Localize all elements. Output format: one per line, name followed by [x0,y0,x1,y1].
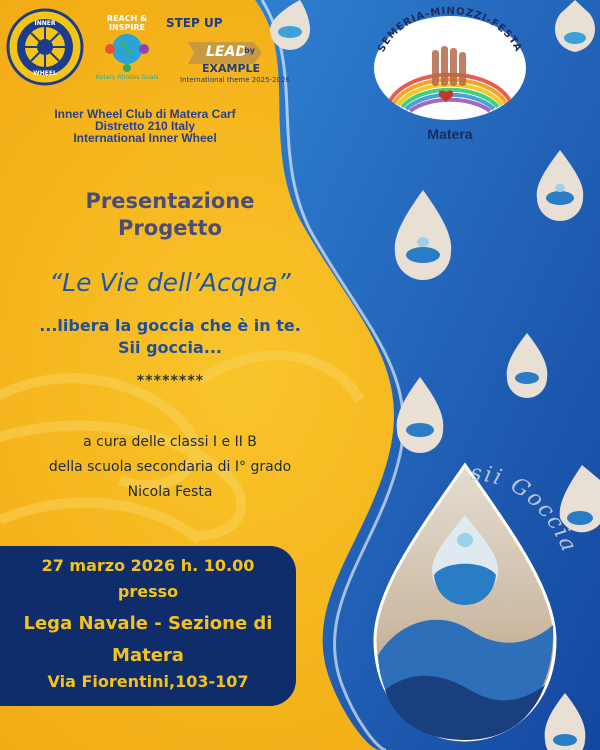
club-line-3: International Inner Wheel [73,131,217,145]
globe-icon [104,26,150,72]
venue-line-2: Matera [112,645,184,666]
club-line-1: Inner Wheel Club di Matera Carf [54,107,236,121]
club-line-2: Distretto 210 Italy [94,119,196,133]
sii-goccia-label [460,460,590,650]
school-city: Matera [427,126,473,142]
club-info [0,108,290,144]
event-venue [0,608,296,672]
separator: ******** [136,373,204,389]
credits-line-3: Nicola Festa [127,484,213,500]
iw-text-bottom: WHEEL [33,70,57,77]
subtitle-line-1: ...libera la goccia che è in te. [39,316,301,335]
reach-inspire-subtext: Rotary Rhodes Goals [95,74,159,81]
event-box [0,546,296,706]
step-up-text: STEP UP [166,16,223,30]
project-subtitle [0,315,340,359]
by-text: by [244,46,255,55]
sii-goccia-text: sii Goccia [469,460,582,557]
svg-text:sii Goccia [470,461,582,557]
theme-text: International theme 2025-2026 [180,76,290,84]
hands-rainbow-emblem [370,6,530,121]
presentation-line-2: Progetto [118,216,222,240]
inner-wheel-emblem [6,8,84,86]
inner-wheel-logo [6,8,84,86]
example-text: EXAMPLE [202,62,261,75]
presentation-heading [0,188,340,242]
credits [0,430,340,505]
presentation-line-1: Presentazione [85,189,255,213]
iw-text-top: INNER [34,20,56,27]
reach-inspire-text: REACH & INSPIRE [106,14,148,32]
step-up-logo [166,16,290,92]
reach-inspire-logo [92,14,162,86]
school-logo [370,6,530,146]
event-presso: presso [117,582,179,601]
school-name-arc: SEMERIA-MINOZZI-FESTA [376,6,524,55]
subtitle-line-2: Sii goccia... [118,338,222,357]
lead-text: LEAD [206,44,247,60]
event-datetime: 27 marzo 2026 h. 10.00 [41,556,255,575]
venue-line-1: Lega Navale - Sezione di [23,613,273,634]
credits-line-2: della scuola secondaria di I° grado [48,459,292,475]
project-title: “Le Vie dell’Acqua” [49,268,291,297]
event-address: Via Fiorentini,103-107 [47,672,249,691]
credits-line-1: a cura delle classi I e II B [83,434,257,450]
